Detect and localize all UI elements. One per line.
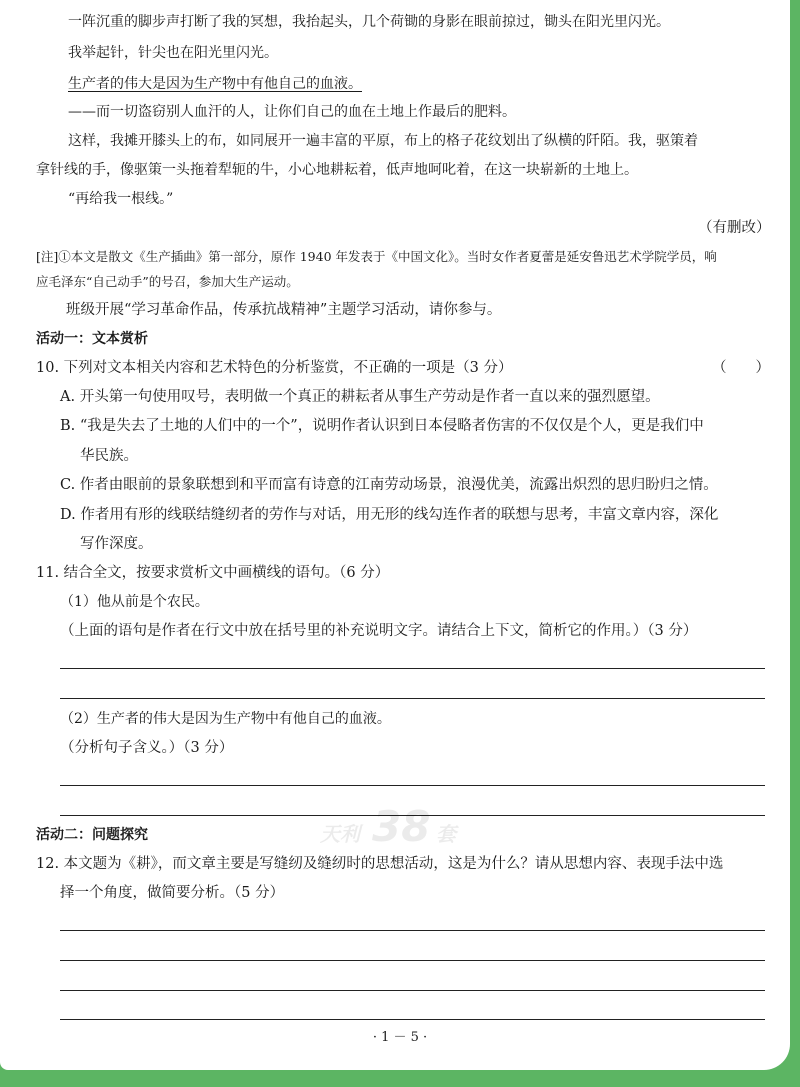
passage-underlined-sentence: 生产者的伟大是因为生产物中有他自己的血液。 [68,76,362,92]
answer-line[interactable] [60,960,765,961]
question-11-sub-2-requirement: （分析句子含义。）（3 分） [60,740,234,756]
footnote-line-1: [注]①本文是散文《生产插曲》第一部分，原作 1940 年发表于《中国文化》。当时女作者夏蕾是延安鲁迅艺术学院学员，响 [36,249,717,264]
activity-2-heading: 活动二：问题探究 [36,827,148,843]
answer-line[interactable] [60,930,765,931]
watermark-number: 38 [372,802,431,851]
watermark-right-text: 套 [436,822,456,846]
passage-paragraph-2: 我举起针，针尖也在阳光里闪光。 [68,45,278,61]
passage-paragraph-5-line-1: 这样，我摊开膝头上的布，如同展开一遍丰富的平原，布上的格子花纹划出了纵横的阡陌。我，驱策着 [68,133,698,149]
answer-line[interactable] [60,785,765,786]
question-10-answer-blank[interactable]: （ ） [712,360,770,376]
answer-line[interactable] [60,668,765,669]
question-10-option-c: C. 作者由眼前的景象联想到和平而富有诗意的江南劳动场景，浪漫优美，流露出炽烈的思归盼归之情。 [60,477,718,493]
passage-paragraph-1: 一阵沉重的脚步声打断了我的冥想，我抬起头，几个荷锄的身影在眼前掠过，锄头在阳光里闪光。 [68,14,670,30]
watermark-left-text: 天利 [320,822,360,846]
activity-1-heading: 活动一：文本赏析 [36,331,148,347]
watermark-logo [320,802,470,854]
passage-paragraph-6: “再给我一根线。” [68,191,174,207]
question-10-option-b-line-2: 华民族。 [80,448,138,464]
question-10-option-b-line-1: B. “我是失去了土地的人们中的一个”，说明作者认识到日本侵略者伤害的不仅仅是个人，更是我们中 [60,418,704,434]
question-12-stem-line-2: 择一个角度，做简要分析。（5 分） [60,885,285,901]
question-11-sub-1: （1）他从前是个农民。 [60,594,209,610]
answer-line[interactable] [60,698,765,699]
question-10-option-a: A. 开头第一句使用叹号，表明做一个真正的耕耘者从事生产劳动是作者一直以来的强烈愿望。 [60,389,660,405]
question-10-option-d-line-2: 写作深度。 [80,536,153,552]
question-12-stem-line-1: 12. 本文题为《耕》，而文章主要是写缝纫及缝纫时的思想活动，这是为什么？请从思想内容、表现手法中选 [36,856,724,872]
answer-line[interactable] [60,1019,765,1020]
question-11-sub-2: （2）生产者的伟大是因为生产物中有他自己的血液。 [60,711,391,727]
source-note: （有删改） [698,220,771,236]
question-11-sub-1-requirement: （上面的语句是作者在行文中放在括号里的补充说明文字。请结合上下文，简析它的作用。）（3 分） [60,623,698,639]
question-10-option-d-line-1: D. 作者用有形的线联结缝纫者的劳作与对话，用无形的线勾连作者的联想与思考，丰富文章内容，深化 [60,507,719,523]
page-number: · 1 － 5 · [372,1030,428,1045]
activity-intro: 班级开展“学习革命作品，传承抗战精神”主题学习活动，请你参与。 [66,302,502,318]
passage-paragraph-5-line-2: 拿针线的手，像驱策一头拖着犁轭的牛，小心地耕耘着，低声地呵叱着，在这一块崭新的土地上。 [36,162,638,178]
question-10-stem: 10. 下列对文本相关内容和艺术特色的分析鉴赏，不正确的一项是（3 分） [36,360,513,376]
footnote-line-2: 应毛泽东“自己动手”的号召，参加大生产运动。 [36,274,299,289]
answer-line[interactable] [60,990,765,991]
passage-paragraph-4: ——而一切盗窃别人血汗的人，让你们自己的血在土地上作最后的肥料。 [68,104,516,120]
question-11-stem: 11. 结合全文，按要求赏析文中画横线的语句。（6 分） [36,565,390,581]
